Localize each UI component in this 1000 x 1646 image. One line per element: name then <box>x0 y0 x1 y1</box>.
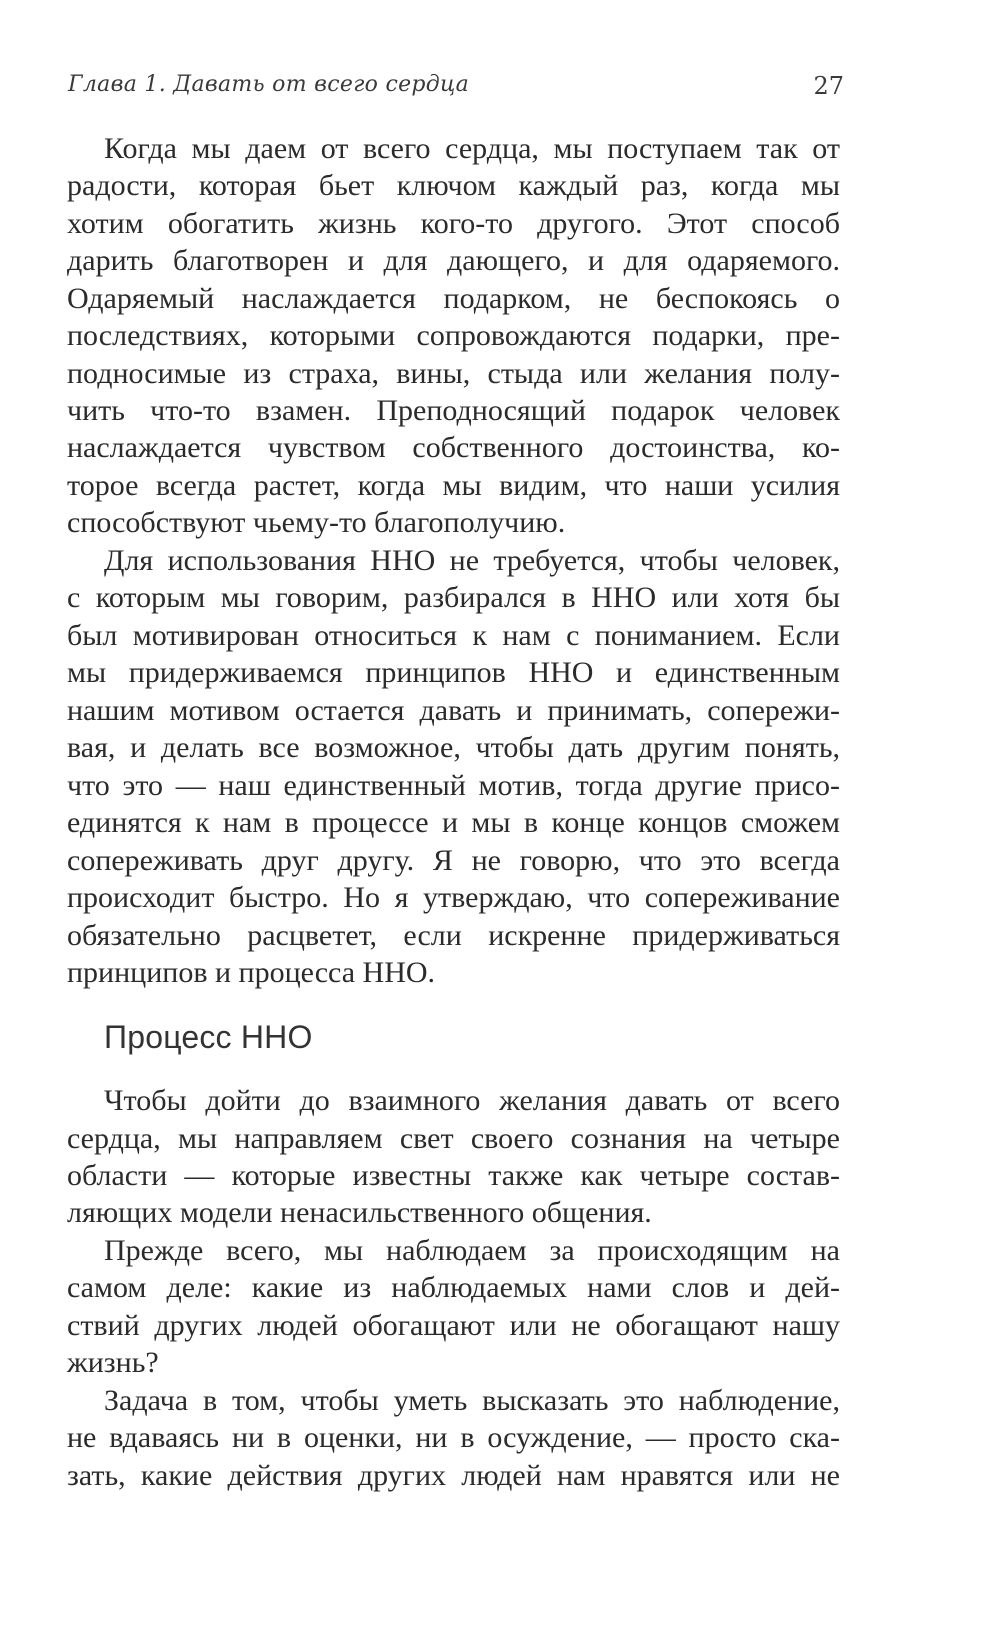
text-line: Для использования ННО не требуется, чтобы человек, <box>104 544 840 577</box>
text-line: единятся к нам в процессе и мы в конце концов сможем <box>67 806 840 839</box>
text-line: принципов и процесса ННО. <box>67 956 436 989</box>
text-line: происходит быстро. Но я утверждаю, что сопереживание <box>67 881 840 914</box>
text-line: нашим мотивом остается давать и принимать, сопережи- <box>67 694 840 727</box>
text-line: не вдаваясь ни в оценки, ни в осуждение, — просто ска- <box>67 1421 840 1454</box>
text-line: Прежде всего, мы наблюдаем за происходящим на <box>104 1234 840 1267</box>
text-line: самом деле: какие из наблюдаемых нами слов и дей- <box>67 1271 840 1304</box>
text-line: что это — наш единственный мотив, тогда другие присо- <box>67 769 840 802</box>
text-line: был мотивирован относиться к нам с пониманием. Если <box>67 619 840 652</box>
text-line: области — которые известны также как четыре состав- <box>67 1159 840 1192</box>
text-line: радости, которая бьет ключом каждый раз, когда мы <box>67 169 840 202</box>
text-line: подносимые из страха, вины, стыда или желания полу- <box>67 357 840 390</box>
text-line: Чтобы дойти до взаимного желания давать от всего <box>104 1084 840 1117</box>
text-line: хотим обогатить жизнь кого-то другого. Этот способ <box>67 207 840 240</box>
page-number: 27 <box>813 72 844 100</box>
text-line: дарить благотворен и для дающего, и для одаряемого. <box>67 244 840 277</box>
text-line: зать, какие действия других людей нам нравятся или не <box>67 1459 840 1492</box>
text-line: сопереживать друг другу. Я не говорю, что это всегда <box>67 844 840 877</box>
text-line: торое всегда растет, когда мы видим, что наши усилия <box>67 469 840 502</box>
text-line: мы придерживаемся принципов ННО и единственным <box>67 656 840 689</box>
section-heading: Процесс ННО <box>104 1019 313 1055</box>
text-line: обязательно расцветет, если искренне придерживаться <box>67 919 840 952</box>
text-line: чить что-то взамен. Преподносящий подарок человек <box>67 394 840 427</box>
text-line: ствий других людей обогащают или не обогащают нашу <box>67 1309 840 1342</box>
text-line: вая, и делать все возможное, чтобы дать другим понять, <box>67 731 840 764</box>
text-line: Когда мы даем от всего сердца, мы поступаем так от <box>104 132 840 165</box>
text-line: последствиях, которыми сопровождаются подарки, пре- <box>67 319 840 352</box>
text-line: жизнь? <box>67 1346 159 1379</box>
text-line: наслаждается чувством собственного достоинства, ко- <box>67 431 840 464</box>
text-line: ляющих модели ненасильственного общения. <box>67 1196 652 1229</box>
text-line: Задача в том, чтобы уметь высказать это наблюдение, <box>104 1384 840 1417</box>
text-line: сердца, мы направляем свет своего сознания на четыре <box>67 1122 840 1155</box>
text-line: с которым мы говорим, разбирался в ННО или хотя бы <box>67 581 840 614</box>
running-head: Глава 1. Давать от всего сердца <box>68 72 470 97</box>
text-line: способствуют чьему-то благополучию. <box>67 506 566 539</box>
text-line: Одаряемый наслаждается подарком, не беспокоясь о <box>67 282 840 315</box>
